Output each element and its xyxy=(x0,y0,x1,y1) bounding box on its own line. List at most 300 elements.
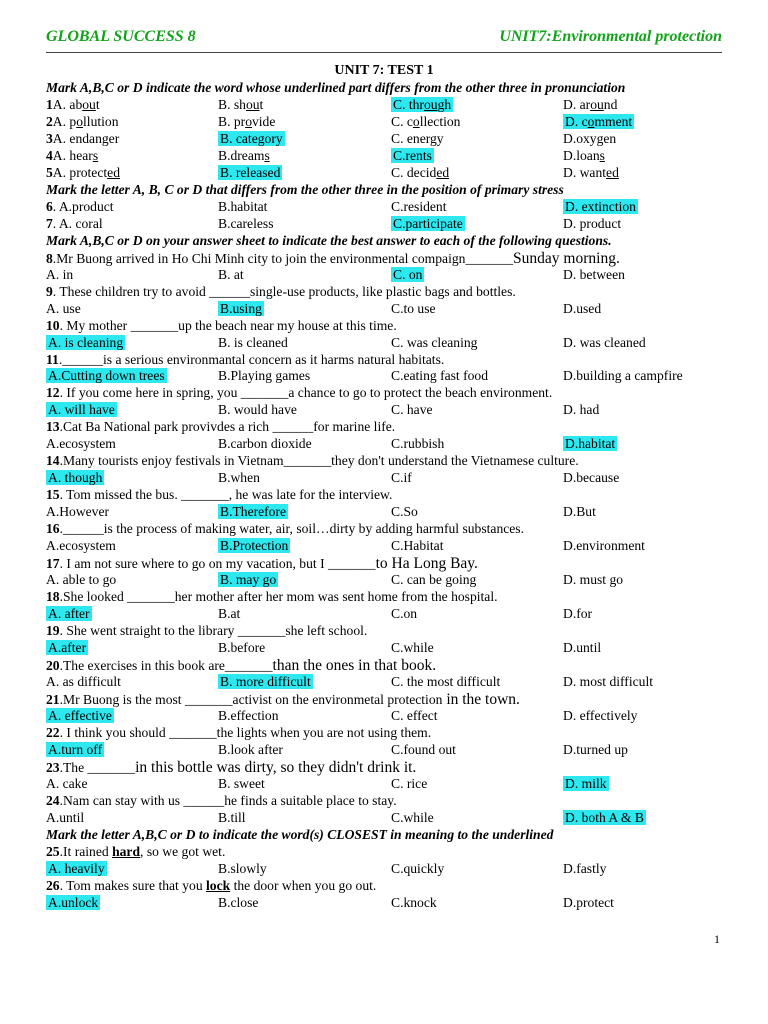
answer-option[interactable] xyxy=(218,199,267,216)
answer-option[interactable] xyxy=(563,895,614,912)
underlined-part: o xyxy=(587,113,595,129)
option-label: D. ar xyxy=(563,96,591,112)
question-number: 5 xyxy=(46,164,53,180)
answer-option[interactable] xyxy=(46,538,116,555)
answer-option[interactable] xyxy=(563,114,634,131)
question-number: 18 xyxy=(46,589,60,605)
option-label: A.ecosystem xyxy=(46,436,116,452)
highlighted-answer xyxy=(218,301,264,316)
option-label: C. have xyxy=(391,402,433,418)
answer-options xyxy=(46,470,726,487)
option-text xyxy=(391,810,434,825)
option-label: . A. coral xyxy=(52,215,103,231)
option-text xyxy=(563,267,625,282)
answer-options xyxy=(46,538,726,555)
question-number: 21 xyxy=(46,691,60,707)
answer-option[interactable] xyxy=(218,861,267,878)
underlined-word: hard xyxy=(112,843,141,859)
option-label: B.slowly xyxy=(218,860,267,876)
answer-option[interactable] xyxy=(391,861,444,878)
answer-option[interactable] xyxy=(563,267,625,284)
option-text xyxy=(563,402,599,417)
option-label: C.while xyxy=(391,639,434,655)
underlined-word: lock xyxy=(206,877,231,893)
option-label-end: t xyxy=(259,96,264,112)
question-text xyxy=(46,487,726,504)
option-text xyxy=(391,606,417,621)
highlighted-answer xyxy=(563,114,634,129)
option-label: C.to use xyxy=(391,300,436,316)
highlighted-answer xyxy=(218,131,285,146)
question-text xyxy=(46,691,726,708)
answer-option[interactable] xyxy=(563,810,646,827)
answer-option[interactable] xyxy=(391,470,412,487)
header-book-title: GLOBAL SUCCESS 8 xyxy=(46,28,196,45)
option-label: A.ecosystem xyxy=(46,538,116,554)
option-label: B. sweet xyxy=(218,775,265,791)
answer-options xyxy=(46,131,726,148)
option-label: B.carbon dioxide xyxy=(218,436,312,452)
answer-option[interactable] xyxy=(46,436,116,453)
option-label: C.on xyxy=(391,606,418,622)
option-label: B. pr xyxy=(218,113,246,129)
answer-options xyxy=(46,861,726,878)
option-label: A. will have xyxy=(48,402,115,418)
answer-option[interactable] xyxy=(391,810,434,827)
answer-option[interactable] xyxy=(391,606,417,623)
answer-option[interactable] xyxy=(218,165,282,182)
option-text xyxy=(391,708,438,723)
question-stem: . I am not sure where to go on my vacation, but I _______ xyxy=(59,556,376,572)
answer-option[interactable] xyxy=(218,504,288,521)
option-text xyxy=(391,504,418,519)
answer-option[interactable] xyxy=(391,538,443,555)
answer-option[interactable] xyxy=(218,436,312,453)
answer-option[interactable] xyxy=(391,572,476,589)
option-label: A. is cleaning xyxy=(48,334,124,350)
highlighted-answer xyxy=(563,776,609,791)
answer-option[interactable] xyxy=(46,148,98,165)
answer-options xyxy=(46,97,726,114)
option-label: D. between xyxy=(563,266,625,282)
option-text xyxy=(46,504,109,519)
option-text xyxy=(563,674,653,689)
question-number: 19 xyxy=(46,623,60,638)
option-text xyxy=(218,776,265,791)
answer-options xyxy=(46,436,726,453)
option-text xyxy=(391,742,456,757)
question-stem: . If you come here in spring, you _______a chance to go to protect the beach environment. xyxy=(59,385,553,401)
option-label: B.before xyxy=(218,639,266,655)
answer-option[interactable] xyxy=(563,402,599,419)
question-text xyxy=(46,878,726,895)
option-label: C. on xyxy=(393,266,423,282)
answer-option[interactable] xyxy=(46,335,125,352)
answer-option[interactable] xyxy=(46,131,119,148)
answer-option[interactable] xyxy=(46,810,84,827)
option-label: B. is cleaned xyxy=(218,334,288,350)
option-text xyxy=(563,538,645,553)
answer-options xyxy=(46,216,726,233)
option-label: C.while xyxy=(391,809,434,825)
option-text xyxy=(391,114,460,129)
option-text xyxy=(218,267,244,282)
option-text xyxy=(563,131,616,146)
option-label: C.rents xyxy=(393,147,432,163)
question-number: 11 xyxy=(46,351,59,367)
answer-option[interactable] xyxy=(563,538,645,555)
question-number: 20 xyxy=(46,657,60,673)
option-label: B.when xyxy=(218,470,260,486)
answer-option[interactable] xyxy=(218,301,264,318)
answer-options xyxy=(46,114,726,131)
question-text xyxy=(46,555,726,572)
answer-option[interactable] xyxy=(46,301,81,318)
answer-option[interactable] xyxy=(218,335,288,352)
header-unit-title: UNIT7:Environmental protection xyxy=(499,28,722,45)
option-text xyxy=(218,97,263,112)
answer-option[interactable] xyxy=(46,895,100,912)
question-stem: .Many tourists enjoy festivals in Vietnam_______they don't understand the Vietnamese culture. xyxy=(59,453,579,469)
option-label: B.close xyxy=(218,894,259,910)
highlighted-answer xyxy=(46,335,125,350)
answer-option[interactable] xyxy=(46,402,117,419)
underlined-part: ed xyxy=(436,164,450,180)
answer-option[interactable] xyxy=(218,640,265,657)
option-label-end: llection xyxy=(419,113,461,129)
answer-option[interactable] xyxy=(218,97,263,114)
option-text xyxy=(53,97,100,112)
answer-option[interactable] xyxy=(46,674,121,691)
question-number: 15 xyxy=(46,487,60,503)
answer-option[interactable] xyxy=(563,368,683,385)
option-text xyxy=(218,199,267,214)
question-number: 10 xyxy=(46,317,60,333)
option-label: D. was cleaned xyxy=(563,334,646,350)
answer-option[interactable] xyxy=(46,97,100,114)
question-stem: . These children try to avoid ______single-use products, like plastic bags and bottles. xyxy=(52,283,516,299)
answer-option[interactable] xyxy=(563,861,606,878)
option-label: C.Habitat xyxy=(391,538,444,554)
option-label: C. thr xyxy=(393,96,424,112)
answer-option[interactable] xyxy=(391,97,453,114)
answer-options xyxy=(46,504,726,521)
option-text xyxy=(563,301,601,316)
answer-option[interactable] xyxy=(218,708,279,725)
answer-option[interactable] xyxy=(391,895,437,912)
question-stem-end: , so we got wet. xyxy=(140,843,226,859)
answer-option[interactable] xyxy=(391,402,433,419)
answer-options xyxy=(46,165,726,182)
option-label: A. ab xyxy=(52,96,83,112)
answer-option[interactable] xyxy=(218,742,283,759)
answer-option[interactable] xyxy=(218,131,285,148)
highlighted-answer xyxy=(563,199,638,214)
answer-option[interactable] xyxy=(391,199,447,216)
answer-option[interactable] xyxy=(391,216,465,233)
option-label: A.unlock xyxy=(48,894,99,910)
question-stem-large: Sunday morning. xyxy=(513,249,620,267)
question-stem-large: to Ha Long Bay. xyxy=(375,555,478,573)
highlighted-answer xyxy=(218,165,282,180)
option-text xyxy=(563,470,619,485)
answer-options xyxy=(46,742,726,759)
answer-option[interactable] xyxy=(391,640,434,657)
answer-option[interactable] xyxy=(391,131,444,148)
option-label: C. energy xyxy=(391,130,444,146)
answer-option[interactable] xyxy=(391,165,449,182)
answer-option[interactable] xyxy=(563,301,601,318)
question-number: 22 xyxy=(46,724,60,740)
answer-option[interactable] xyxy=(563,742,628,759)
highlighted-answer xyxy=(218,674,313,689)
option-text xyxy=(391,402,433,417)
answer-option[interactable] xyxy=(563,335,646,352)
option-text xyxy=(46,267,73,282)
option-text xyxy=(391,572,476,587)
option-label: C. rice xyxy=(391,775,428,791)
question-text xyxy=(46,318,726,335)
option-text xyxy=(563,97,617,112)
answer-option[interactable] xyxy=(46,504,109,521)
answer-option[interactable] xyxy=(391,504,418,521)
answer-option[interactable] xyxy=(391,335,477,352)
answer-option[interactable] xyxy=(391,708,438,725)
option-label: C.found out xyxy=(391,741,456,757)
question-number: 24 xyxy=(46,792,60,808)
option-text xyxy=(563,708,637,723)
option-label: A.turn off xyxy=(48,741,103,757)
answer-option[interactable] xyxy=(218,776,265,793)
answer-options xyxy=(46,402,726,419)
option-label: B.using xyxy=(220,300,262,316)
answer-option[interactable] xyxy=(46,776,88,793)
answer-option[interactable] xyxy=(218,402,297,419)
answer-option[interactable] xyxy=(563,216,621,233)
answer-option[interactable] xyxy=(563,572,623,589)
option-text xyxy=(218,402,297,417)
option-text xyxy=(53,199,114,214)
question-text xyxy=(46,725,726,742)
section-instruction: Mark the letter A, B, C or D that differs from the other three in the position of primary stress xyxy=(46,181,564,197)
question-stem: .The _______ xyxy=(59,759,136,775)
answer-option[interactable] xyxy=(218,572,278,589)
answer-option[interactable] xyxy=(391,267,424,284)
question-stem-large: in this bottle was dirty, so they didn't drink it. xyxy=(135,758,417,776)
answer-option[interactable] xyxy=(563,148,605,165)
question-text xyxy=(46,759,726,776)
answer-option[interactable] xyxy=(46,368,167,385)
answer-option[interactable] xyxy=(391,776,427,793)
highlighted-answer xyxy=(46,640,88,655)
answer-option[interactable] xyxy=(391,114,460,131)
option-text xyxy=(563,861,606,876)
option-text xyxy=(391,301,436,316)
option-label: B.dream xyxy=(218,147,265,163)
answer-options xyxy=(46,810,726,827)
option-text xyxy=(563,165,619,180)
question-number: 25 xyxy=(46,843,60,859)
answer-option[interactable] xyxy=(218,148,270,165)
answer-options xyxy=(46,606,726,623)
answer-option[interactable] xyxy=(46,640,88,657)
answer-option[interactable] xyxy=(563,165,619,182)
option-text xyxy=(218,708,279,723)
answer-option[interactable] xyxy=(563,470,619,487)
option-label: C. decid xyxy=(391,164,437,180)
answer-option[interactable] xyxy=(46,114,119,131)
answer-option[interactable] xyxy=(46,606,92,623)
option-label: A.until xyxy=(46,809,85,825)
answer-option[interactable] xyxy=(391,436,444,453)
highlighted-answer xyxy=(46,606,92,621)
option-text xyxy=(46,674,121,689)
answer-option[interactable] xyxy=(563,131,616,148)
answer-option[interactable] xyxy=(218,538,290,555)
answer-option[interactable] xyxy=(563,436,617,453)
option-text xyxy=(391,335,477,350)
answer-options xyxy=(46,368,726,385)
option-label: A. heavily xyxy=(48,860,105,876)
option-label: C. effect xyxy=(391,707,438,723)
answer-option[interactable] xyxy=(563,708,637,725)
option-label-end: mment xyxy=(594,113,633,129)
question-text xyxy=(46,352,726,369)
option-text xyxy=(391,131,444,146)
answer-option[interactable] xyxy=(46,742,104,759)
option-label: C.knock xyxy=(391,894,437,910)
option-label-end: nd xyxy=(603,96,618,112)
option-label-end: gh xyxy=(437,96,452,112)
answer-option[interactable] xyxy=(46,165,120,182)
underlined-part: ed xyxy=(107,164,120,180)
option-label: B.habitat xyxy=(218,198,268,214)
answer-option[interactable] xyxy=(46,267,73,284)
highlighted-answer xyxy=(46,895,100,910)
answer-option[interactable] xyxy=(218,810,246,827)
answer-option[interactable] xyxy=(218,114,275,131)
question-number: 26 xyxy=(46,877,60,893)
option-label: C.resident xyxy=(391,198,447,214)
answer-option[interactable] xyxy=(563,776,609,793)
option-text xyxy=(391,368,488,383)
underlined-part: ou xyxy=(245,96,260,112)
option-text xyxy=(563,742,628,757)
option-label: B.till xyxy=(218,809,246,825)
option-text xyxy=(563,148,605,163)
option-text xyxy=(563,640,601,655)
answer-option[interactable] xyxy=(218,895,258,912)
option-label-end: vide xyxy=(251,113,276,129)
answer-option[interactable] xyxy=(563,97,617,114)
question-text xyxy=(46,284,726,301)
answer-option[interactable] xyxy=(218,470,260,487)
answer-options xyxy=(46,148,726,165)
answer-option[interactable] xyxy=(391,368,488,385)
underlined-part: o xyxy=(245,113,252,129)
question-stem: . She went straight to the library _______she left school. xyxy=(59,623,368,638)
option-label: D.because xyxy=(563,470,620,486)
question-stem: . I think you should _______the lights when you are not using them. xyxy=(59,724,432,740)
answer-option[interactable] xyxy=(218,606,240,623)
option-text xyxy=(391,674,500,689)
option-label: A.after xyxy=(48,639,87,655)
option-label: . A.product xyxy=(52,198,114,214)
option-label: D.habitat xyxy=(565,436,616,452)
answer-option[interactable] xyxy=(46,470,104,487)
option-text xyxy=(53,148,98,163)
answer-option[interactable] xyxy=(563,640,601,657)
question-number: 2 xyxy=(46,113,53,129)
highlighted-answer xyxy=(391,97,453,112)
answer-option[interactable] xyxy=(391,301,436,318)
option-text xyxy=(391,895,437,910)
option-label: D. extinction xyxy=(565,198,636,214)
question-number: 13 xyxy=(46,419,60,435)
highlighted-answer xyxy=(46,742,104,757)
answer-options xyxy=(46,335,726,352)
answer-option[interactable] xyxy=(391,742,456,759)
option-label: D. milk xyxy=(565,775,607,791)
test-content xyxy=(46,80,726,911)
question-text xyxy=(46,385,726,402)
answer-option[interactable] xyxy=(391,674,500,691)
answer-option[interactable] xyxy=(218,674,313,691)
highlighted-answer xyxy=(218,538,290,553)
answer-options xyxy=(46,572,726,589)
option-label: A. after xyxy=(48,606,90,622)
option-text xyxy=(563,216,621,231)
option-label: A. as difficult xyxy=(46,673,121,689)
question-stem: .Nam can stay with us ______he finds a suitable place to stay. xyxy=(59,792,397,808)
answer-option[interactable] xyxy=(46,572,116,589)
answer-option[interactable] xyxy=(563,504,596,521)
option-label: A. effective xyxy=(48,707,112,723)
answer-option[interactable] xyxy=(563,674,653,691)
option-text xyxy=(46,572,116,587)
answer-options xyxy=(46,708,726,725)
answer-option[interactable] xyxy=(46,708,114,725)
answer-option[interactable] xyxy=(218,216,273,233)
answer-option[interactable] xyxy=(218,267,244,284)
answer-option[interactable] xyxy=(46,199,114,216)
option-text xyxy=(391,538,443,553)
option-label: A. able to go xyxy=(46,572,117,588)
option-label: B.Protection xyxy=(220,538,289,554)
option-label: C. the most difficult xyxy=(391,673,501,689)
question-text xyxy=(46,589,726,606)
answer-option[interactable] xyxy=(563,606,592,623)
underlined-part: ou xyxy=(590,96,604,112)
answer-option[interactable] xyxy=(218,368,310,385)
option-label: D.for xyxy=(563,606,593,622)
question-stem: .Cat Ba National park provivdes a rich ______for marine life. xyxy=(59,419,396,435)
test-title: UNIT 7: TEST 1 xyxy=(334,63,434,78)
option-label: C.quickly xyxy=(391,860,445,876)
page-header xyxy=(46,28,722,53)
option-text xyxy=(218,861,267,876)
option-text xyxy=(46,776,88,791)
answer-option[interactable] xyxy=(46,216,103,233)
answer-option[interactable] xyxy=(46,861,107,878)
highlighted-answer xyxy=(46,368,167,383)
answer-option[interactable] xyxy=(391,148,434,165)
answer-option[interactable] xyxy=(563,199,638,216)
option-label: D.fastly xyxy=(563,860,607,876)
option-label: A. though xyxy=(48,470,103,486)
question-number: 6 xyxy=(46,198,53,214)
option-label: A. cake xyxy=(46,775,88,791)
